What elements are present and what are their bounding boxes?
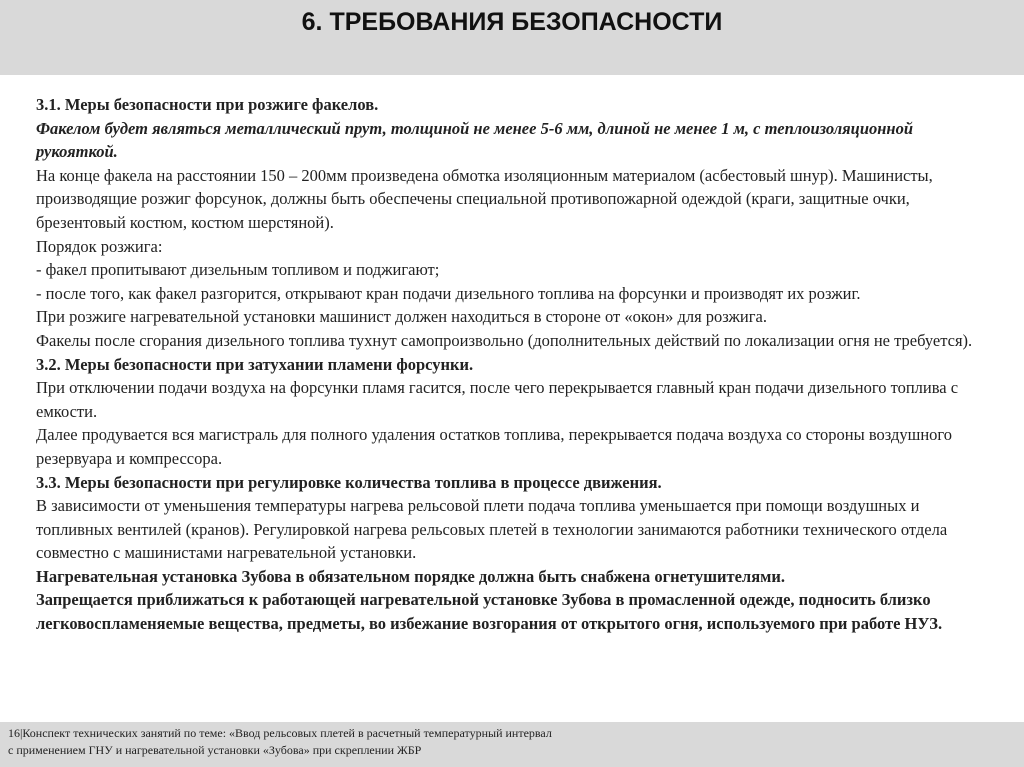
document-body xyxy=(36,93,986,636)
self-extinguish-paragraph: Факелы после сгорания дизельного топлива тухнут самопроизвольно (дополнительных действий по локализации огня не требуется). xyxy=(36,330,973,350)
section-3-3-heading: 3.3. Меры безопасности при регулировке количества топлива в процессе движения. xyxy=(36,472,662,492)
ignition-order-label: Порядок розжига: xyxy=(36,236,163,256)
footer-bar xyxy=(0,722,1024,767)
torch-wrap-paragraph: На конце факела на расстоянии 150 – 200мм произведена обмотка изоляционным материалом (асбестовый шнур). Машинисты, производящие розжиг форсунок, должны быть обеспечены специальной противопожарной одеждой (краги, защитные очки, брезентовый костюм, костюм шерстяной). xyxy=(36,165,933,232)
ignition-step-1: - факел пропитывают дизельным топливом и поджигают; xyxy=(36,260,440,280)
footer-line-2: с применением ГНУ и нагревательной установки «Зубова» при скреплении ЖБР xyxy=(8,743,422,757)
operator-position-paragraph: При розжиге нагревательной установки машинист должен находиться в стороне от «окон» для розжига. xyxy=(36,307,767,327)
section-3-2-heading: 3.2. Меры безопасности при затухании пламени форсунки. xyxy=(36,354,474,374)
section-3-1-heading: 3.1. Меры безопасности при розжиге факелов. xyxy=(36,95,379,114)
extinguishers-requirement: Нагревательная установка Зубова в обязательном порядке должна быть снабжена огнетушителями. xyxy=(36,566,785,586)
footer-caption xyxy=(8,725,1008,759)
page-title: 6. ТРЕБОВАНИЯ БЕЗОПАСНОСТИ xyxy=(301,8,723,36)
fuel-regulation-paragraph: В зависимости от уменьшения температуры нагрева рельсовой плети подача топлива уменьшается при помощи воздушных и топливных вентилей (кранов). Регулировкой нагрева рельсовых плетей в технологии занимаются работники технического отдела совместно с машинистами нагревательной установки. xyxy=(36,496,948,563)
torch-description: Факелом будет являться металлический прут, толщиной не менее 5-6 мм, длиной не менее 1 м, с теплоизоляционной рукояткой. xyxy=(36,118,914,162)
ignition-step-2: - после того, как факел разгорится, открывают кран подачи дизельного топлива на форсунки и производят их розжиг. xyxy=(36,283,861,303)
title-bar xyxy=(0,0,1024,75)
line-purge-paragraph: Далее продувается вся магистраль для полного удаления остатков топлива, перекрывается подача воздуха со стороны воздушного резервуара и компрессора. xyxy=(36,425,953,468)
air-shutoff-paragraph: При отключении подачи воздуха на форсунки пламя гасится, после чего перекрывается главный кран подачи дизельного топлива с емкости. xyxy=(36,378,959,421)
prohibition-paragraph: Запрещается приближаться к работающей нагревательной установке Зубова в промасленной одежде, подносить близко легковоспламеняемые вещества, предметы, во избежание возгорания от открытого огня, используемого при работе НУЗ. xyxy=(36,590,943,634)
footer-line-1: 16|Конспект технических занятий по теме: «Ввод рельсовых плетей в расчетный температурный интервал xyxy=(8,726,552,740)
